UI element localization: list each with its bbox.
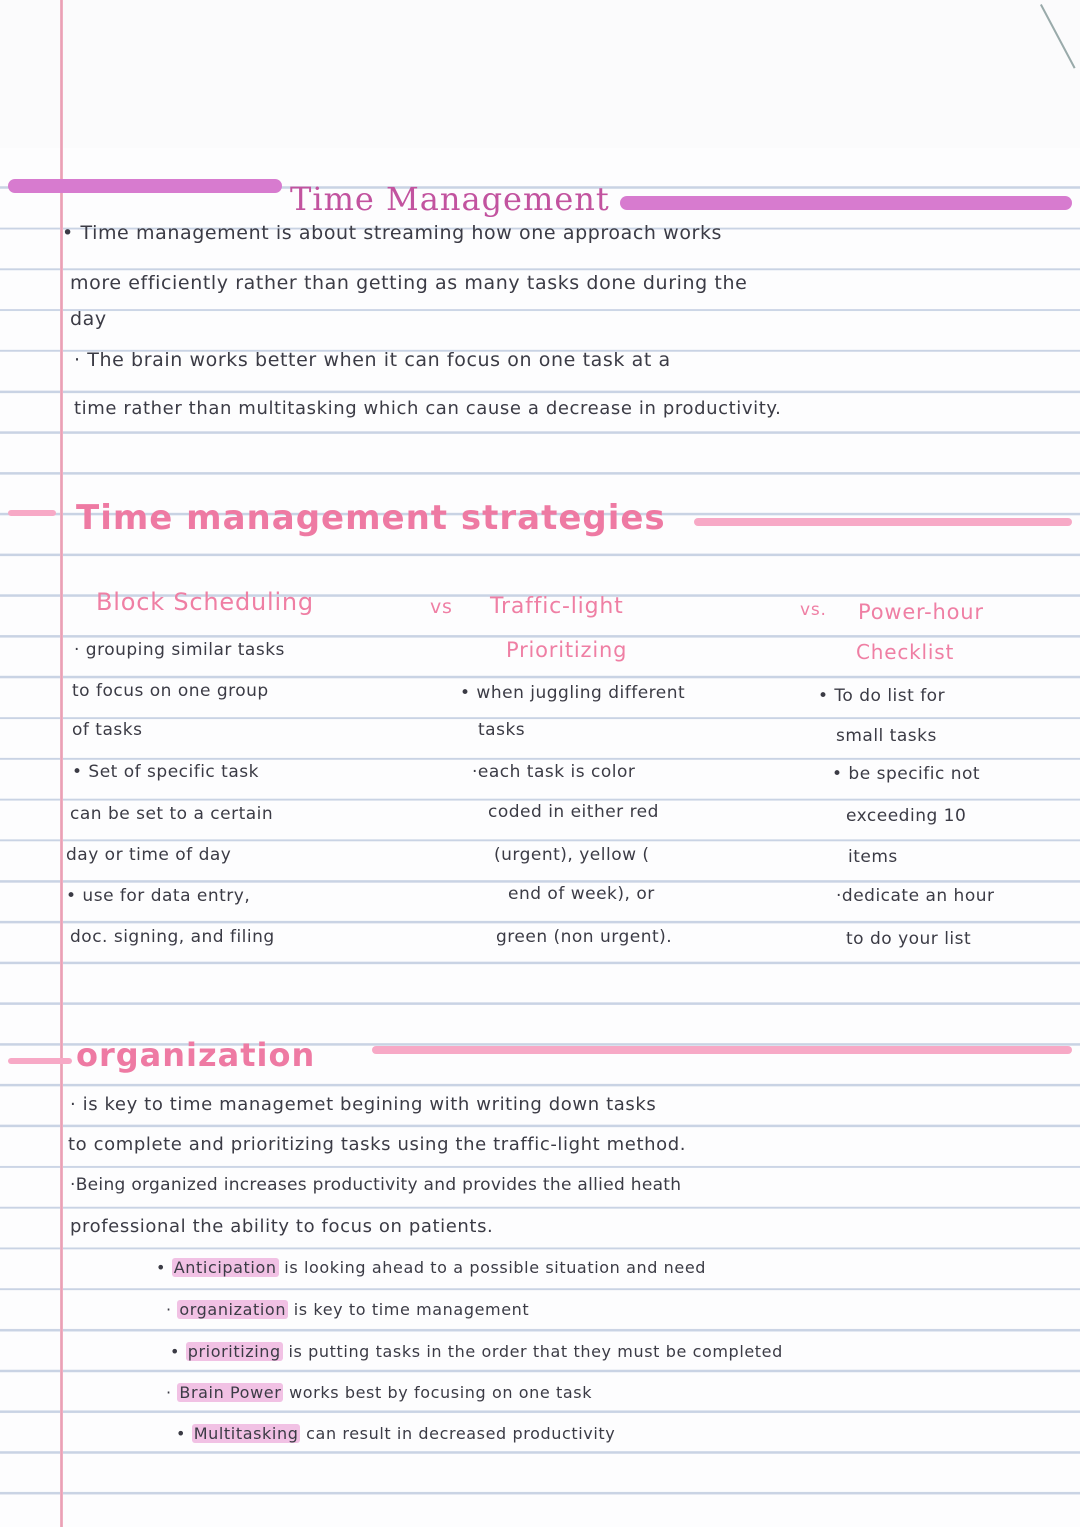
bullet-prefix: •	[156, 1258, 167, 1277]
checklist-line-4: exceeding 10	[846, 806, 967, 826]
column-heading-power-hour: Power-hour	[858, 600, 984, 624]
checklist-line-2: small tasks	[836, 726, 937, 746]
bullet-prefix: ·	[166, 1300, 172, 1319]
traffic-line-5: (urgent), yellow (	[494, 845, 650, 865]
organization-line-2: to complete and prioritizing tasks using the traffic-light method.	[68, 1134, 687, 1155]
column-heading-block-scheduling: Block Scheduling	[96, 588, 314, 616]
block-line-5: can be set to a certain	[70, 804, 274, 824]
section1-line-3: day	[70, 308, 107, 330]
checklist-line-6: ·dedicate an hour	[836, 886, 995, 906]
bullet-prioritizing	[170, 1342, 783, 1361]
section1-line-4: · The brain works better when it can focus on one task at a	[74, 349, 671, 371]
checklist-line-7: to do your list	[846, 929, 972, 949]
highlighted-term: organization	[179, 1300, 287, 1319]
block-line-2: to focus on one group	[72, 681, 269, 701]
section-title-time-management: Time Management	[290, 180, 610, 218]
title-highlight-left	[8, 179, 282, 193]
bullet-anticipation	[156, 1258, 706, 1277]
organization-line-1: · is key to time managemet begining with writing down tasks	[70, 1094, 657, 1115]
bullet-text: works best by focusing on one task	[289, 1383, 593, 1402]
title-highlight-right	[620, 196, 1072, 210]
section1-line-5: time rather than multitasking which can cause a decrease in productivity.	[74, 398, 782, 419]
bullet-text: can result in decreased productivity	[306, 1424, 616, 1443]
organization-title-dash	[8, 1058, 72, 1064]
checklist-line-3: • be specific not	[832, 764, 981, 784]
column-heading-prioritizing: Prioritizing	[506, 638, 628, 662]
bullet-organization	[166, 1300, 529, 1319]
strategies-title-line	[694, 518, 1072, 526]
section-title-strategies: Time management strategies	[76, 498, 666, 538]
block-line-7: • use for data entry,	[66, 886, 251, 906]
traffic-line-4: coded in either red	[488, 802, 659, 822]
highlighted-term: Anticipation	[173, 1258, 277, 1277]
checklist-line-5: items	[848, 847, 898, 867]
block-line-8: doc. signing, and filing	[70, 927, 275, 947]
bullet-multitasking	[176, 1424, 615, 1443]
block-line-4: • Set of specific task	[72, 762, 259, 782]
highlighted-term: Brain Power	[179, 1383, 282, 1402]
checklist-line-1: • To do list for	[818, 686, 946, 706]
bullet-text: is key to time management	[293, 1300, 530, 1319]
bullet-prefix: ·	[166, 1383, 172, 1402]
bullet-prefix: •	[170, 1342, 181, 1361]
vs-label-1: vs	[430, 596, 453, 618]
paper-top-margin	[0, 0, 1080, 148]
traffic-line-1: • when juggling different	[460, 683, 686, 703]
bullet-prefix: •	[176, 1424, 187, 1443]
section-title-organization: organization	[76, 1036, 316, 1074]
organization-line-3: ·Being organized increases productivity and provides the allied heath	[70, 1175, 682, 1195]
organization-title-line	[372, 1046, 1072, 1054]
highlighted-term: prioritizing	[187, 1342, 281, 1361]
highlighted-term: Multitasking	[193, 1424, 299, 1443]
vs-label-2: vs.	[800, 600, 827, 620]
traffic-line-3: ·each task is color	[472, 762, 636, 782]
traffic-line-6: end of week), or	[508, 884, 655, 904]
organization-line-4: professional the ability to focus on patients.	[70, 1216, 494, 1237]
block-line-6: day or time of day	[66, 845, 232, 865]
bullet-text: is looking ahead to a possible situation and need	[284, 1258, 707, 1277]
section1-line-2: more efficiently rather than getting as many tasks done during the	[70, 272, 748, 294]
block-line-3: of tasks	[72, 720, 143, 740]
column-heading-checklist: Checklist	[856, 640, 955, 664]
block-line-1: · grouping similar tasks	[74, 640, 285, 660]
bullet-text: is putting tasks in the order that they must be completed	[288, 1342, 783, 1361]
column-heading-traffic-light: Traffic-light	[490, 594, 624, 619]
bullet-brain-power	[166, 1383, 592, 1402]
traffic-line-2: tasks	[478, 720, 526, 740]
strategies-title-dash	[8, 510, 56, 516]
section1-line-1: • Time management is about streaming how one approach works	[62, 222, 723, 244]
traffic-line-7: green (non urgent).	[496, 927, 673, 947]
